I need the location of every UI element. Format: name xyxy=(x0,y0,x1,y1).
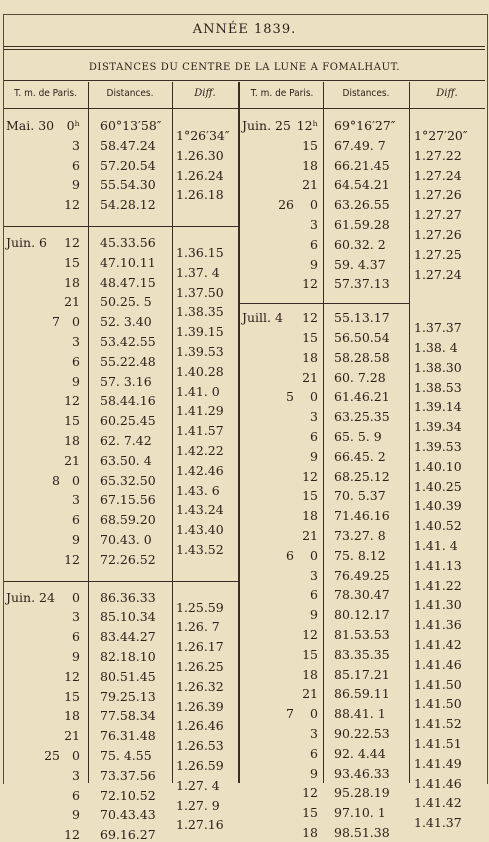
hour-value: 12 xyxy=(64,827,80,842)
distance-value: 57.37.13 xyxy=(334,276,390,292)
hour-value: 15 xyxy=(302,805,318,821)
hour-value: 0 xyxy=(310,547,318,563)
hour-value: 3 xyxy=(72,137,80,153)
distance-value: 58.44.16 xyxy=(100,393,156,409)
hour-value: 12 xyxy=(64,393,80,409)
diff-value: 1.26.24 xyxy=(176,167,224,183)
hour-value: 6 xyxy=(310,587,318,603)
title-rule-bottom xyxy=(4,49,485,50)
distance-value: 57. 3.16 xyxy=(100,373,152,389)
right-header-diff: Diff. xyxy=(436,88,458,99)
hour-value: 12 xyxy=(302,468,318,484)
hour-value: 15 xyxy=(302,330,318,345)
day-number: 5 xyxy=(286,389,294,405)
diff-value: 1.27.27 xyxy=(414,207,462,223)
diff-value: 1.27.24 xyxy=(414,167,462,183)
distance-value: 76.49.25 xyxy=(334,567,390,583)
diff-value: 1.41.50 xyxy=(414,696,462,712)
distance-value: 92. 4.44 xyxy=(334,745,386,761)
diff-value: 1.26.30 xyxy=(176,147,224,163)
diff-value: 1.38.30 xyxy=(414,359,462,375)
distance-value: 62. 7.42 xyxy=(100,433,152,448)
right-header-time: T. m. de Paris. xyxy=(250,88,314,99)
hour-value: 0 xyxy=(72,589,80,605)
hour-value: 9 xyxy=(72,807,80,823)
hour-value: 18 xyxy=(64,433,80,448)
diff-value: 1.37.37 xyxy=(414,320,462,336)
hour-value: 0 xyxy=(72,748,80,763)
distance-value: 90.22.53 xyxy=(334,726,390,741)
diff-value: 1.41.37 xyxy=(414,815,462,831)
hour-value: 9 xyxy=(72,649,80,664)
hour-value: 9 xyxy=(72,532,80,547)
diff-value: 1.26.46 xyxy=(176,718,224,734)
diff-value: 1.38.53 xyxy=(414,379,462,395)
distance-value: 83.44.27 xyxy=(100,629,156,645)
distance-value: 65. 5. 9 xyxy=(334,429,382,444)
distance-value: 97.10. 1 xyxy=(334,805,386,821)
hour-value: 6 xyxy=(72,512,80,528)
distance-value: 82.18.10 xyxy=(100,649,156,664)
distance-value: 83.35.35 xyxy=(334,646,390,662)
distance-value: 86.36.33 xyxy=(100,589,156,605)
col-divider-middle xyxy=(238,82,240,783)
diff-value: 1.43. 6 xyxy=(176,482,220,498)
title-rule-top xyxy=(4,46,485,47)
diff-value: 1.40.28 xyxy=(176,363,224,379)
hour-value: 12 xyxy=(302,310,318,326)
distance-value: 68.59.20 xyxy=(100,512,156,528)
distance-value: 68.25.12 xyxy=(334,468,390,484)
diff-value: 1.41.29 xyxy=(176,403,224,419)
hour-value: 0 xyxy=(310,197,318,213)
diff-value: 1.27.24 xyxy=(414,266,462,282)
hour-value: 3 xyxy=(310,726,318,741)
hour-value: 15 xyxy=(64,688,80,704)
distance-value: 55.13.17 xyxy=(334,310,390,326)
diff-value: 1.41.30 xyxy=(414,597,462,613)
distance-value: 98.51.38 xyxy=(334,825,390,840)
month-label: Mai. 30 xyxy=(6,118,55,133)
hour-value: 3 xyxy=(310,217,318,232)
distance-value: 55.22.48 xyxy=(100,353,156,369)
diff-value: 1.26.59 xyxy=(176,757,224,773)
hour-value: 21 xyxy=(302,528,318,543)
distance-value: 78.30.47 xyxy=(334,587,390,603)
hour-value: 9 xyxy=(310,607,318,623)
distance-value: 61.46.21 xyxy=(334,389,390,405)
distance-value: 60°13′58″ xyxy=(100,118,162,133)
hour-value: 6 xyxy=(72,787,80,803)
diff-value: 1.40.10 xyxy=(414,458,462,474)
diff-value: 1.26.53 xyxy=(176,738,224,754)
diff-value: 1.40.25 xyxy=(414,478,462,494)
hour-value: 12 xyxy=(64,551,80,567)
hour-value: 18 xyxy=(302,825,318,840)
distance-value: 95.28.19 xyxy=(334,785,390,801)
distance-value: 75. 8.12 xyxy=(334,547,386,563)
diff-value: 1.41.42 xyxy=(414,636,462,652)
distance-value: 55.54.30 xyxy=(100,177,156,193)
distance-value: 76.31.48 xyxy=(100,728,156,744)
diff-value: 1.41. 0 xyxy=(176,383,220,399)
hour-value: 21 xyxy=(64,452,80,468)
hour-value: 3 xyxy=(72,492,80,508)
month-label: Juin. 25 xyxy=(242,118,291,133)
distance-value: 66.21.45 xyxy=(334,157,390,173)
hour-value: 18 xyxy=(302,666,318,682)
distance-value: 77.58.34 xyxy=(100,708,156,724)
day-number: 7 xyxy=(52,314,60,330)
distance-value: 54.28.12 xyxy=(100,197,156,213)
hour-value: 18 xyxy=(64,708,80,724)
diff-value: 1.41.46 xyxy=(414,656,462,672)
distance-value: 69.16.27 xyxy=(100,827,156,842)
distance-value: 60. 7.28 xyxy=(334,369,386,385)
diff-value: 1.41.22 xyxy=(414,577,462,593)
hour-value: 3 xyxy=(72,609,80,625)
distance-value: 70. 5.37 xyxy=(334,488,386,504)
distance-value: 45.33.56 xyxy=(100,235,156,250)
hour-value: 6 xyxy=(72,157,80,173)
header-rule xyxy=(4,108,485,109)
diff-value: 1.41.49 xyxy=(414,755,462,771)
diff-value: 1.26.18 xyxy=(176,187,224,203)
distance-value: 53.42.55 xyxy=(100,334,156,349)
diff-value: 1.26.39 xyxy=(176,698,224,714)
distance-value: 86.59.11 xyxy=(334,686,390,702)
diff-value: 1.39.53 xyxy=(176,343,224,359)
hour-value: 6 xyxy=(310,429,318,444)
hour-value: 3 xyxy=(310,567,318,583)
hour-value: 15 xyxy=(64,413,80,429)
diff-value: 1.27. 4 xyxy=(176,777,220,793)
diff-value: 1.27.26 xyxy=(414,226,462,242)
hour-value: 9 xyxy=(72,177,80,193)
hour-value: 6 xyxy=(310,236,318,252)
diff-value: 1.38.35 xyxy=(176,304,224,320)
hour-value: 0 xyxy=(310,706,318,722)
distance-value: 56.50.54 xyxy=(334,330,390,345)
diff-value: 1.40.39 xyxy=(414,498,462,514)
diff-value: 1.26.25 xyxy=(176,658,224,674)
diff-value: 1.39.15 xyxy=(176,324,224,340)
diff-value: 1.43.24 xyxy=(176,502,224,518)
hour-value: 3 xyxy=(310,409,318,425)
diff-value: 1.39.14 xyxy=(414,399,462,415)
distance-value: 47.10.11 xyxy=(100,254,156,270)
hour-value: 12ʰ xyxy=(296,118,318,133)
distance-value: 63.26.55 xyxy=(334,197,390,213)
hour-value: 0 xyxy=(72,314,80,330)
distance-value: 85.10.34 xyxy=(100,609,156,625)
distance-value: 48.47.15 xyxy=(100,274,156,290)
hour-value: 18 xyxy=(302,349,318,365)
diff-value: 1.25.59 xyxy=(176,599,224,615)
hour-value: 18 xyxy=(302,508,318,524)
hour-value: 12 xyxy=(302,785,318,801)
diff-value: 1°27′20″ xyxy=(414,127,468,143)
col-divider xyxy=(409,82,410,783)
col-divider xyxy=(323,82,324,783)
distance-value: 58.28.58 xyxy=(334,349,390,365)
distance-value: 88.41. 1 xyxy=(334,706,386,722)
hour-value: 0 xyxy=(310,389,318,405)
diff-value: 1.43.52 xyxy=(176,541,224,557)
hour-value: 12 xyxy=(302,627,318,642)
block-separator xyxy=(4,581,238,582)
left-header-distance: Distances. xyxy=(106,88,154,99)
day-number: 8 xyxy=(52,472,60,488)
hour-value: 18 xyxy=(64,274,80,290)
month-label: Juin. 24 xyxy=(6,589,55,605)
hour-value: 21 xyxy=(64,294,80,310)
distance-value: 80.51.45 xyxy=(100,668,156,684)
col-divider xyxy=(172,82,173,783)
day-number: 25 xyxy=(44,748,60,763)
distance-value: 79.25.13 xyxy=(100,688,156,704)
diff-value: 1.27.22 xyxy=(414,147,462,163)
diff-value: 1.27. 9 xyxy=(176,797,220,813)
hour-value: 12 xyxy=(64,197,80,213)
right-header-distance: Distances. xyxy=(342,88,390,99)
hour-value: 0 xyxy=(72,472,80,488)
col-divider xyxy=(88,82,89,783)
distance-value: 73.37.56 xyxy=(100,767,156,783)
diff-value: 1.27.26 xyxy=(414,187,462,203)
diff-value: 1.41.50 xyxy=(414,676,462,692)
block-separator xyxy=(239,303,409,304)
hour-value: 9 xyxy=(72,373,80,389)
distance-value: 73.27. 8 xyxy=(334,528,386,543)
month-label: Juin. 6 xyxy=(6,235,48,250)
hour-value: 3 xyxy=(72,334,80,349)
diff-value: 1.41.46 xyxy=(414,775,462,791)
month-label: Juill. 4 xyxy=(242,310,283,326)
distance-value: 63.25.35 xyxy=(334,409,390,425)
distance-value: 59. 4.37 xyxy=(334,256,386,272)
diff-value: 1.39.53 xyxy=(414,438,462,454)
distance-value: 93.46.33 xyxy=(334,765,390,781)
left-header-diff: Diff. xyxy=(194,88,216,99)
distance-value: 52. 3.40 xyxy=(100,314,152,330)
hour-value: 15 xyxy=(302,137,318,153)
diff-value: 1°26′34″ xyxy=(176,127,230,143)
hour-value: 9 xyxy=(310,765,318,781)
hour-value: 6 xyxy=(310,745,318,761)
diff-value: 1.38. 4 xyxy=(414,339,458,355)
page-title: ANNÉE 1839. xyxy=(192,22,297,37)
day-number: 26 xyxy=(278,197,294,213)
hour-value: 15 xyxy=(64,254,80,270)
distance-value: 61.59.28 xyxy=(334,217,390,232)
hour-value: 3 xyxy=(72,767,80,783)
distance-value: 70.43. 0 xyxy=(100,532,152,547)
diff-value: 1.41.42 xyxy=(414,795,462,811)
diff-value: 1.26. 7 xyxy=(176,619,220,635)
hour-value: 21 xyxy=(302,686,318,702)
hour-value: 15 xyxy=(302,646,318,662)
hour-value: 21 xyxy=(302,369,318,385)
distance-value: 66.45. 2 xyxy=(334,448,386,464)
diff-value: 1.27.25 xyxy=(414,246,462,262)
diff-value: 1.37.50 xyxy=(176,284,224,300)
distance-value: 69°16′27″ xyxy=(334,118,396,133)
diff-value: 1.40.52 xyxy=(414,518,462,534)
hour-value: 18 xyxy=(302,157,318,173)
distance-value: 71.46.16 xyxy=(334,508,390,524)
distance-value: 85.17.21 xyxy=(334,666,390,682)
diff-value: 1.42.46 xyxy=(176,462,224,478)
day-number: 7 xyxy=(286,706,294,722)
distance-value: 65.32.50 xyxy=(100,472,156,488)
hour-value: 21 xyxy=(302,177,318,193)
distance-value: 60.25.45 xyxy=(100,413,156,429)
subtitle-rule xyxy=(4,80,485,81)
diff-value: 1.41.13 xyxy=(414,557,462,573)
diff-value: 1.27.16 xyxy=(176,817,224,833)
diff-value: 1.41. 4 xyxy=(414,537,458,553)
hour-value: 15 xyxy=(302,488,318,504)
hour-value: 6 xyxy=(72,353,80,369)
day-number: 6 xyxy=(286,547,294,563)
distance-value: 60.32. 2 xyxy=(334,236,386,252)
distance-value: 50.25. 5 xyxy=(100,294,152,310)
block-separator xyxy=(4,226,238,227)
distance-value: 70.43.43 xyxy=(100,807,156,823)
left-header-time: T. m. de Paris. xyxy=(14,88,77,99)
diff-value: 1.41.52 xyxy=(414,716,462,732)
diff-value: 1.41.36 xyxy=(414,617,462,633)
hour-value: 6 xyxy=(72,629,80,645)
hour-value: 21 xyxy=(64,728,80,744)
hour-value: 9 xyxy=(310,448,318,464)
table-subtitle: DISTANCES DU CENTRE DE LA LUNE A FOMALHAUT. xyxy=(88,62,401,73)
diff-value: 1.42.22 xyxy=(176,442,224,458)
distance-value: 72.26.52 xyxy=(100,551,156,567)
hour-value: 12 xyxy=(302,276,318,292)
distance-value: 67.15.56 xyxy=(100,492,156,508)
hour-value: 0ʰ xyxy=(66,118,80,133)
distance-value: 57.20.54 xyxy=(100,157,156,173)
distance-value: 63.50. 4 xyxy=(100,452,152,468)
distance-value: 75. 4.55 xyxy=(100,748,152,763)
diff-value: 1.36.15 xyxy=(176,244,224,260)
diff-value: 1.26.17 xyxy=(176,639,224,655)
diff-value: 1.41.57 xyxy=(176,423,224,439)
distance-value: 58.47.24 xyxy=(100,137,156,153)
diff-value: 1.41.51 xyxy=(414,735,462,751)
diff-value: 1.39.34 xyxy=(414,419,462,435)
hour-value: 9 xyxy=(310,256,318,272)
diff-value: 1.37. 4 xyxy=(176,264,220,280)
distance-value: 67.49. 7 xyxy=(334,137,386,153)
distance-value: 81.53.53 xyxy=(334,627,390,642)
distance-value: 72.10.52 xyxy=(100,787,156,803)
distance-value: 80.12.17 xyxy=(334,607,390,623)
hour-value: 12 xyxy=(64,668,80,684)
diff-value: 1.43.40 xyxy=(176,522,224,538)
hour-value: 12 xyxy=(64,235,80,250)
diff-value: 1.26.32 xyxy=(176,678,224,694)
distance-value: 64.54.21 xyxy=(334,177,390,193)
